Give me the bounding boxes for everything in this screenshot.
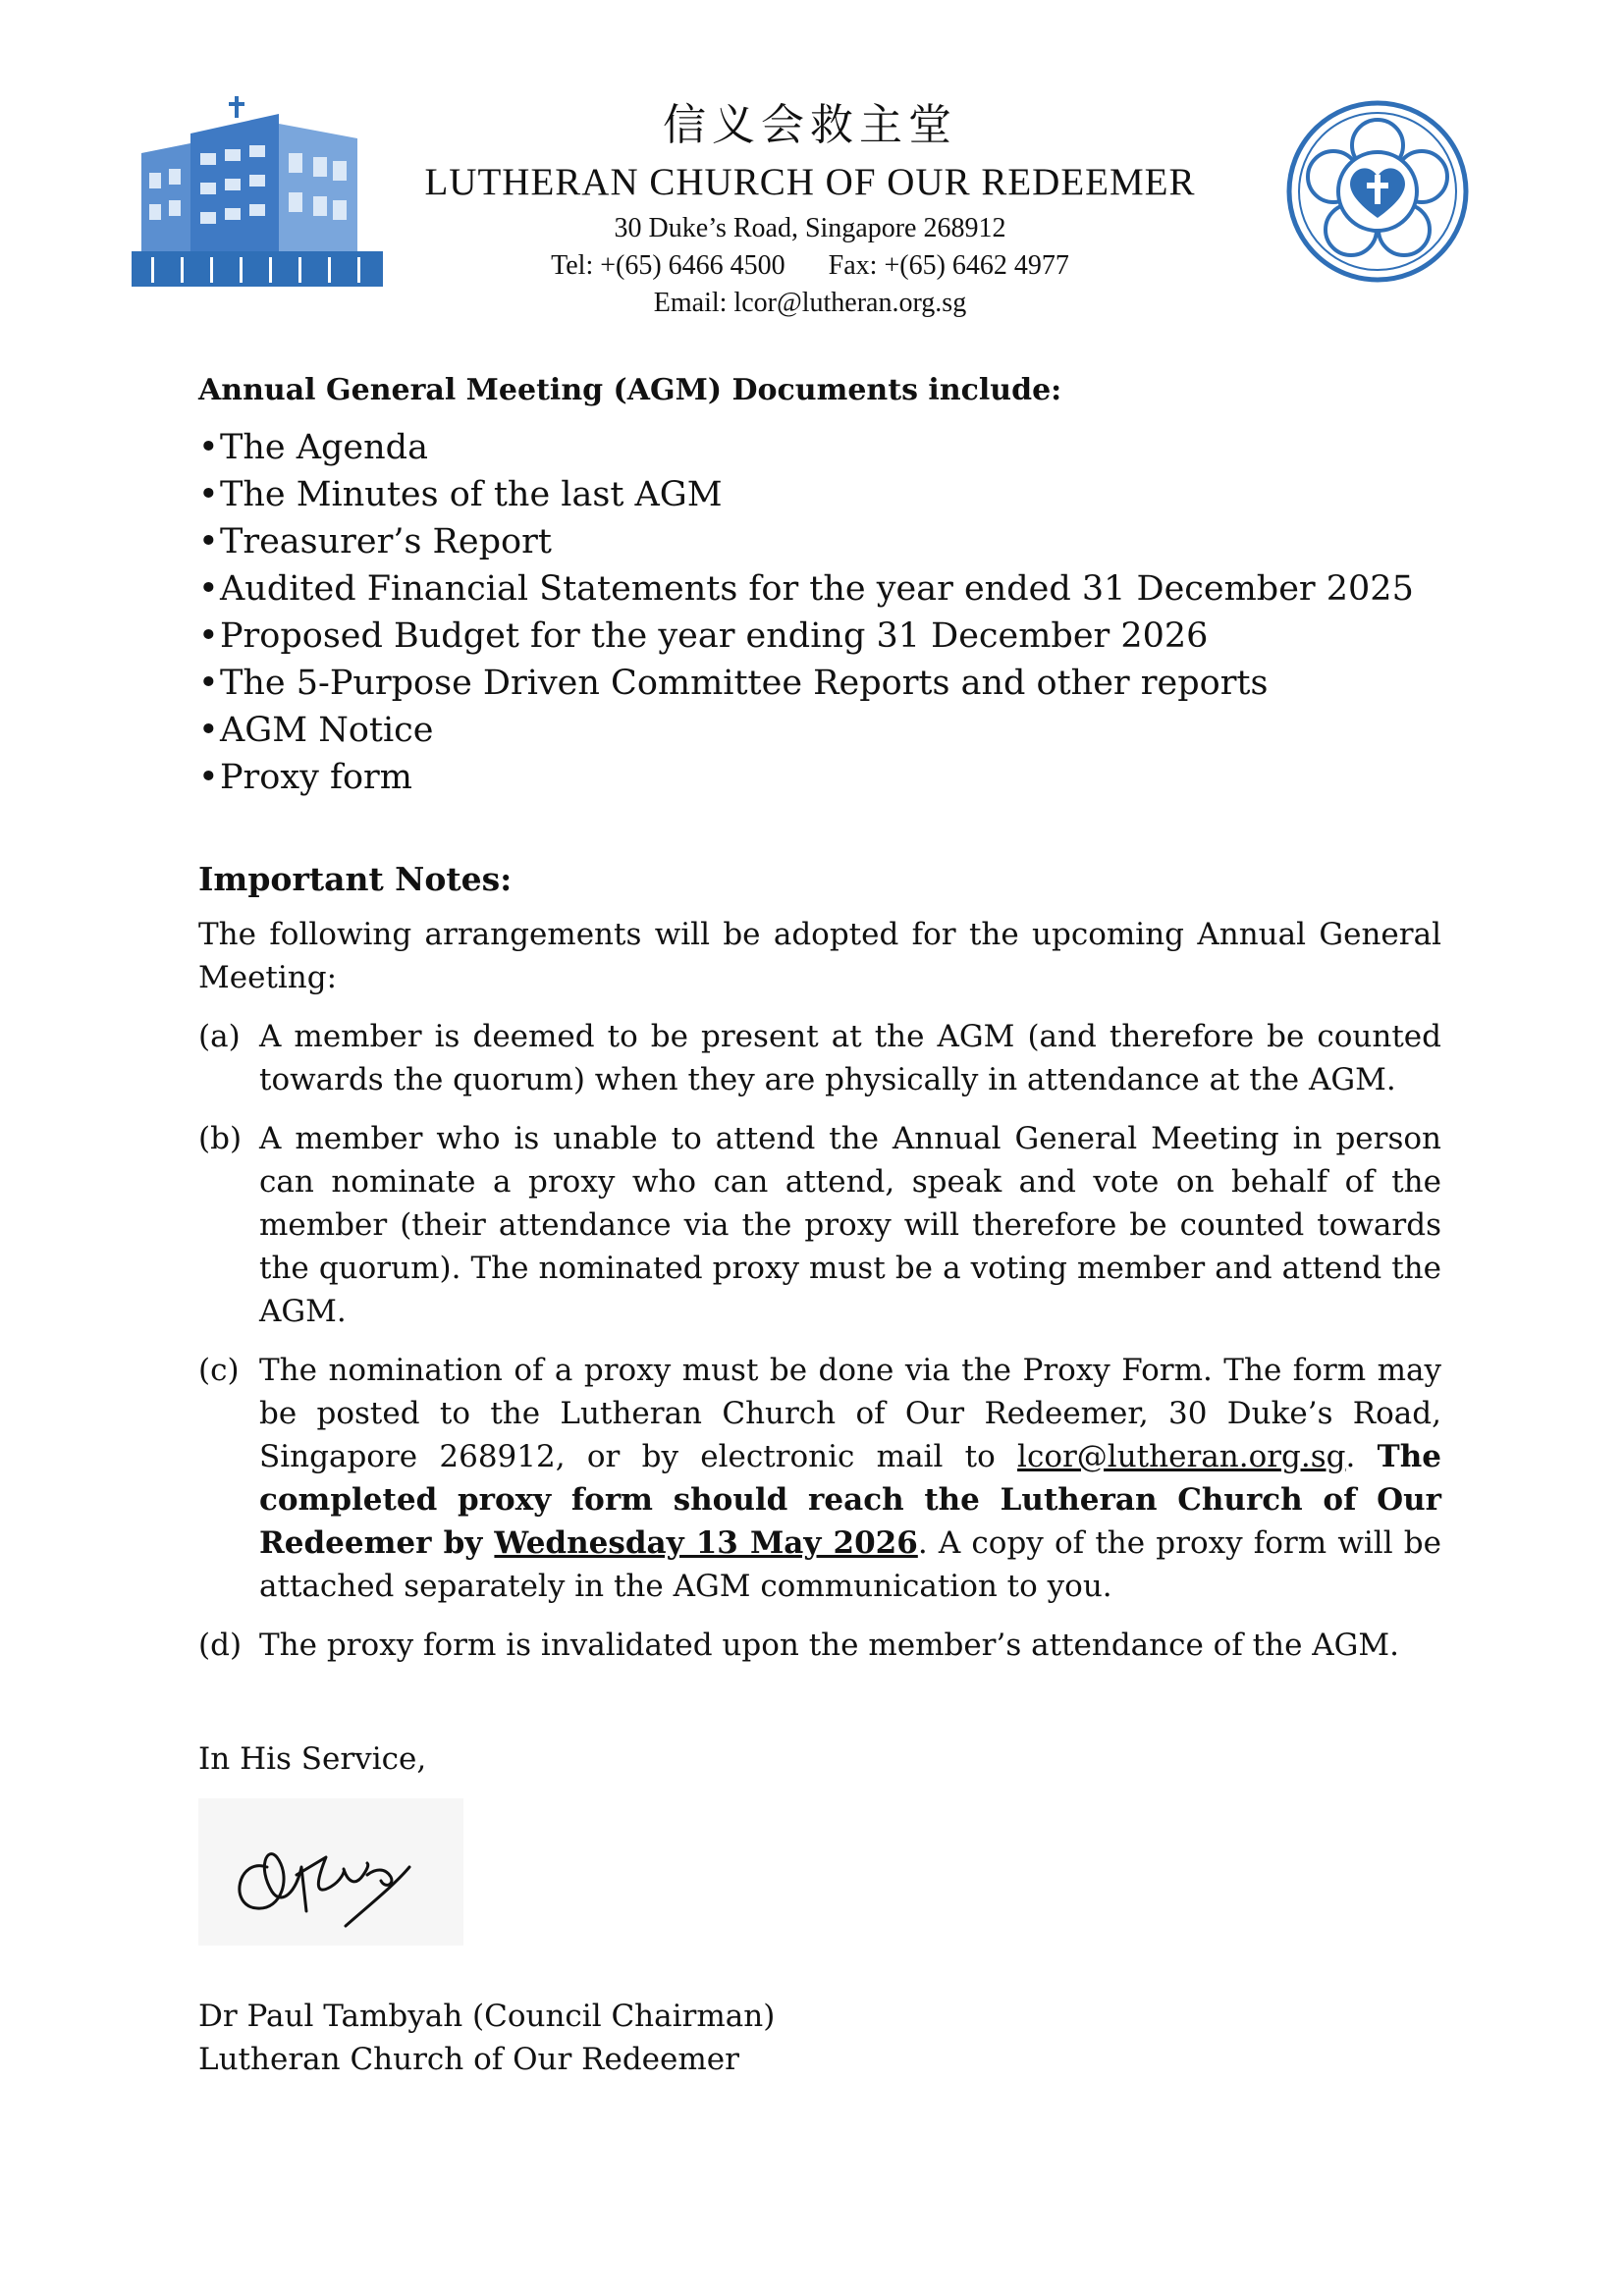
- list-item: •Proposed Budget for the year ending 31 December 2026: [198, 616, 1209, 656]
- list-item: •The 5-Purpose Driven Committee Reports and other reports: [198, 664, 1269, 703]
- church-building-image: [132, 94, 383, 287]
- church-email: Email: lcor@lutheran.org.sg: [653, 288, 967, 318]
- note-label: (c): [198, 1353, 240, 1388]
- letterhead: [0, 0, 1624, 334]
- signatory-organization: Lutheran Church of Our Redeemer: [198, 2042, 739, 2077]
- church-fax: Fax: +(65) 6462 4977: [828, 250, 1069, 281]
- church-chinese-name: 信义会救主堂: [663, 100, 957, 150]
- note-a: [198, 1015, 1441, 1101]
- list-item: •AGM Notice: [198, 711, 434, 750]
- church-address: 30 Duke’s Road, Singapore 268912: [614, 213, 1006, 243]
- note-d: [198, 1624, 1441, 1667]
- list-item: •The Agenda: [198, 428, 428, 467]
- important-notes-heading: Important Notes:: [198, 860, 513, 898]
- note-text: A member is deemed to be present at the AGM (and therefore be counted towards the quorum) when they are physically in attendance at the AGM.: [259, 1019, 1441, 1097]
- note-text: A member who is unable to attend the Annual General Meeting in person can nominate a proxy who can attend, speak and vote on behalf of the member (their attendance via the proxy will therefore be counted towards the quorum). The nominated proxy must be a voting member and attend the AGM.: [259, 1121, 1441, 1329]
- email-link[interactable]: lcor@lutheran.org.sg: [1017, 1439, 1346, 1474]
- deadline-date: Wednesday 13 May 2026: [494, 1525, 918, 1561]
- note-text: The nomination of a proxy must be done via the Proxy Form. The form may be posted to the Lutheran Church of Our Redeemer, 30 Duke’s Road, Singapore 268912, or by electronic mail to lcor@lutheran.org.sg. The completed proxy form should reach the Lutheran Church of Our Redeemer by Wednesday 13 May 2026. A copy of the proxy form will be attached separately in the AGM communication to you.: [259, 1353, 1441, 1604]
- document-body: [198, 369, 1441, 2081]
- closing-salutation: In His Service,: [198, 1741, 427, 1777]
- documents-heading: Annual General Meeting (AGM) Documents include:: [198, 373, 1062, 407]
- signatory-name: Dr Paul Tambyah (Council Chairman): [198, 1999, 776, 2034]
- list-item: •The Minutes of the last AGM: [198, 475, 723, 514]
- luther-rose-seal-icon: [1284, 98, 1471, 285]
- note-text: The proxy form is invalidated upon the member’s attendance of the AGM.: [259, 1628, 1400, 1663]
- note-b: [198, 1117, 1441, 1333]
- note-label: (d): [198, 1628, 243, 1663]
- note-label: (a): [198, 1019, 241, 1054]
- list-item: •Proxy form: [198, 758, 412, 797]
- church-phone-fax: [412, 247, 1208, 285]
- church-tel: Tel: +(65) 6466 4500: [551, 250, 785, 281]
- deadline-sentence: The completed proxy form should reach the Lutheran Church of Our Redeemer by: [259, 1439, 1441, 1561]
- documents-list: [198, 424, 1441, 801]
- handwritten-signature: [198, 1798, 463, 1946]
- letterhead-text: [412, 98, 1208, 322]
- notes-intro: The following arrangements will be adopted for the upcoming Annual General Meeting:: [198, 917, 1441, 995]
- note-c: [198, 1349, 1441, 1608]
- list-item: •Audited Financial Statements for the year ended 31 December 2025: [198, 569, 1414, 609]
- church-english-name: LUTHERAN CHURCH OF OUR REDEEMER: [424, 161, 1196, 203]
- note-label: (b): [198, 1121, 243, 1156]
- list-item: •Treasurer’s Report: [198, 522, 552, 561]
